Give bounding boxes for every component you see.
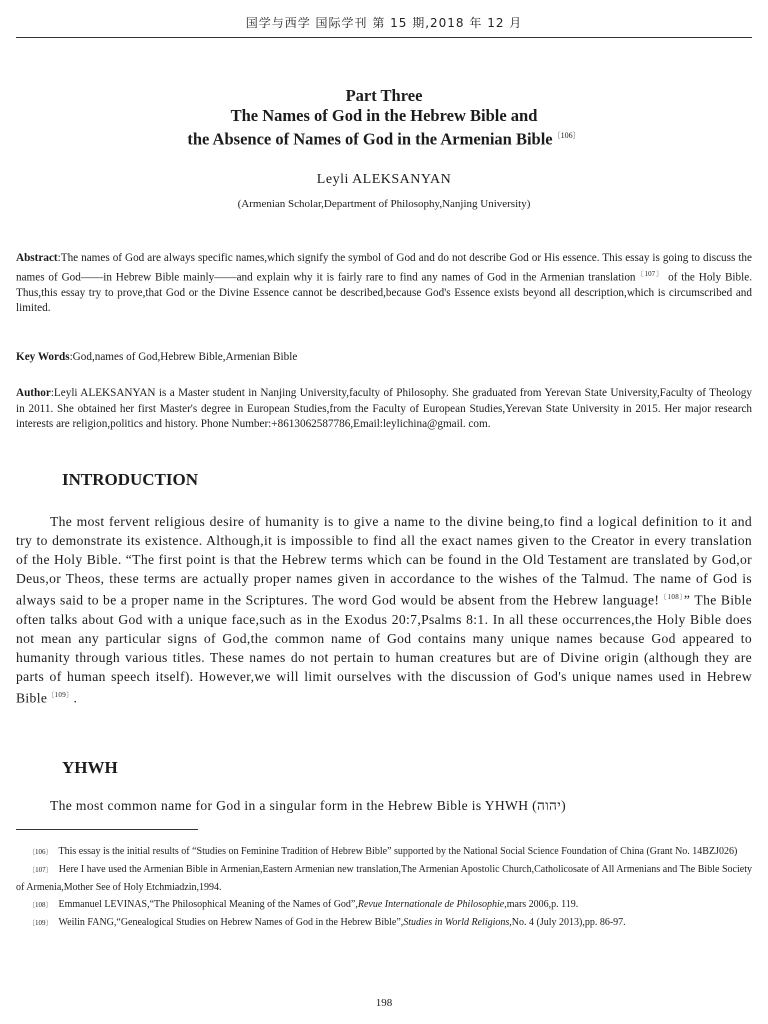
intro-footnote-ref-108[interactable]: 〔108〕	[659, 593, 684, 601]
author-affiliation: (Armenian Scholar,Department of Philosophy,Nanjing University)	[237, 198, 531, 210]
header-rule	[16, 37, 752, 38]
footnote-108-source: Revue Internationale de Philosophie	[357, 899, 505, 910]
footnote-108: 〔108〕 Emmanuel LEVINAS,“The Philosophical Meaning of the Names of God”,Revue Internationale de Philosophie,mars 2006,p. 119.	[28, 899, 579, 910]
keywords	[16, 350, 752, 366]
author-info	[16, 386, 752, 433]
abstract-label: Abstract	[16, 252, 58, 264]
author-info-text: :Leyli ALEKSANYAN is a Master student in Nanjing University,faculty of Philosophy. She graduated from Yerevan State University,Faculty of Theology in 2011. She obtained her first Master's degree in European Studies,from the Faculty of European Studies,Yerevan State University in 2015. Her major research interests are religion,politics and history. Phone Number:+8613062587786,Email:leylichina@gmail. com.	[16, 387, 752, 430]
author-name: Leyli ALEKSANYAN	[316, 172, 452, 187]
running-header: 国学与西学 国际学刊 第 15 期,2018 年 12 月	[245, 16, 523, 30]
title-line-3: the Absence of Names of God in the Armenian Bible$^{〔106〕}$	[187, 129, 581, 149]
title-line-1: Part Three	[345, 86, 423, 105]
footnote-107: 〔107〕 Here I have used the Armenian Bible in Armenian,Eastern Armenian new translation,The Armenian Apostolic Church,Catholicosate of All Armenians and The Bible Society of Armenia,Mother See of Holy Etchmiadzin,1994.	[16, 864, 752, 893]
abstract	[16, 251, 752, 317]
paper-title	[16, 86, 752, 150]
abstract-text-b: of the Holy Bible. Thus,this essay try to prove,that God or the Divine Essence cannot be described,because God's Essence exists beyond all description,which is circumscribed and limited.	[16, 271, 753, 315]
section-heading-introduction: INTRODUCTION	[62, 470, 199, 489]
intro-footnote-ref-109[interactable]: 〔109〕	[47, 690, 74, 699]
abstract-text-a: :The names of God are always specific names,which signify the symbol of God and do not describe God or His essence. This essay is going to discuss the names of God——in Hebrew Bible mainly——and explain why it is fairly rare to find any names of God in the Armenian translation	[16, 252, 752, 284]
introduction-paragraph: The most fervent religious desire of humanity is to give a name to the divine being,to find a logical definition to it and try to demonstrate its existence. Although,it is impossible to find all the exact names given to the Creator in every translation of the Holy Bible. “The first point is that the Hebrew terms which can be found in the Old Testament are translated by God,or Deus,or Theos, these terms are actually proper names given in accordance to the wishes of the Talmud. The name of God is always said to be a proper name in the Scriptures. The word God would be absent from the Hebrew language!$^{〔108〕}$” The Bible often talks about God with a unique face,such as in the Exodus 20:7,Psalms 8:1. In all these occurrences,the Holy Bible does not mean any particular signs of God,the common name of God contains many unique names because God appeared to humanity through various titles. These names do not pertain to human creatures but are of Divine origin (although they are parts of human speech itself). However,we will limit ourselves with the discussion of God's unique names used in Hebrew Bible$^{〔109〕}$.	[16, 514, 753, 706]
title-line-2: The Names of God in the Hebrew Bible and	[230, 106, 538, 125]
footnote-109: 〔109〕 Weilin FANG,“Genealogical Studies on Hebrew Names of God in the Hebrew Bible”,Studies in World Religions,No. 4 (July 2013),pp. 86-97.	[28, 917, 626, 928]
abstract-footnote-ref[interactable]: 〔107〕	[635, 269, 665, 278]
footnotes	[16, 843, 752, 932]
yhwh-paragraph: The most common name for God in a singular form in the Hebrew Bible is YHWH (יהוה)	[50, 798, 567, 813]
keywords-label: Key Words	[16, 351, 70, 363]
title-footnote-ref[interactable]: 〔106〕	[552, 131, 581, 140]
keywords-text: :God,names of God,Hebrew Bible,Armenian Bible	[69, 351, 298, 363]
section-heading-yhwh: YHWH	[62, 758, 118, 777]
page-number: 198	[375, 997, 393, 1009]
footnote-109-source: Studies in World Religions	[403, 917, 510, 928]
footnote-rule	[16, 829, 198, 830]
footnote-106: 〔106〕 This essay is the initial results of “Studies on Feminine Tradition of Hebrew Bible” supported by the National Social Science Foundation of China (Grant No. 14BZJ026)	[28, 846, 738, 857]
author-info-label: Author	[16, 387, 51, 399]
